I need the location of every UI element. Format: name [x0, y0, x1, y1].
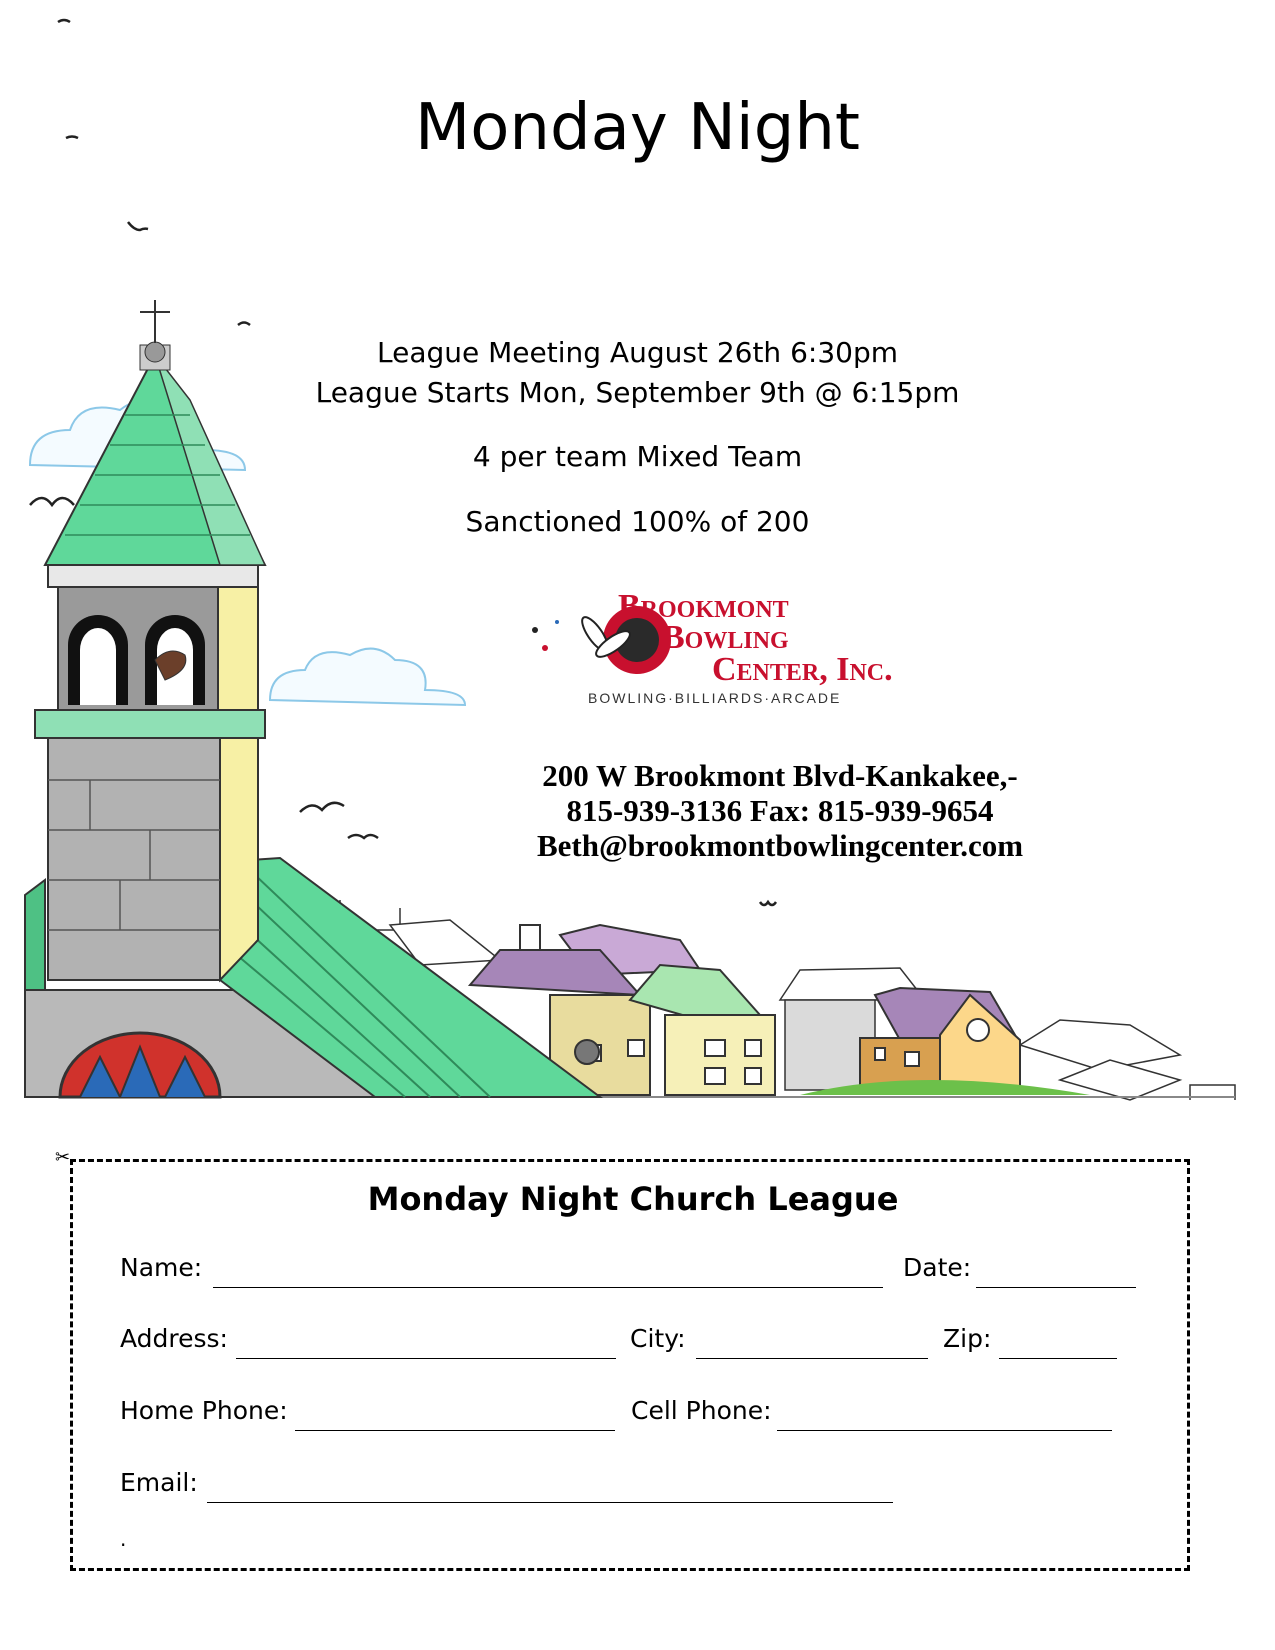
registration-form	[70, 1159, 1190, 1571]
scissors-icon: ✂	[55, 1147, 71, 1168]
zip-label: Zip:	[943, 1324, 992, 1353]
contact-email[interactable]: Beth@brookmontbowlingcenter.com	[536, 828, 1024, 863]
email-label: Email:	[120, 1468, 198, 1497]
league-meeting-text: League Meeting August 26th 6:30pm	[377, 336, 898, 369]
sanction-text: Sanctioned 100% of 200	[465, 505, 810, 538]
date-label: Date:	[903, 1253, 972, 1282]
brookmont-logo	[532, 588, 893, 706]
logo-line-3: Center, Inc.	[712, 651, 893, 688]
city-label: City:	[630, 1324, 686, 1353]
footer-mark: .	[120, 1527, 127, 1551]
league-start-text: League Starts Mon, September 9th @ 6:15pm	[315, 376, 960, 409]
name-label: Name:	[120, 1253, 203, 1282]
date-field[interactable]	[976, 1287, 1136, 1288]
logo-line-2: Bowling	[662, 619, 789, 656]
address-field[interactable]	[236, 1358, 616, 1359]
cell-phone-label: Cell Phone:	[631, 1396, 772, 1425]
name-field[interactable]	[213, 1287, 883, 1288]
logo-tagline: BOWLING·BILLIARDS·ARCADE	[588, 690, 842, 706]
logo-line-1: Brookmont	[618, 588, 789, 625]
home-phone-label: Home Phone:	[120, 1396, 288, 1425]
cell-phone-field[interactable]	[777, 1430, 1112, 1431]
contact-phone: 815-939-3136 Fax: 815-939-9654	[566, 793, 994, 828]
home-phone-field[interactable]	[295, 1430, 615, 1431]
page-title: Monday Night	[415, 91, 860, 165]
email-field[interactable]	[207, 1502, 893, 1503]
city-field[interactable]	[696, 1358, 928, 1359]
team-format-text: 4 per team Mixed Team	[472, 440, 803, 473]
form-title: Monday Night Church League	[367, 1180, 899, 1218]
contact-address: 200 W Brookmont Blvd-Kankakee,-	[542, 758, 1018, 793]
zip-field[interactable]	[999, 1358, 1117, 1359]
address-label: Address:	[120, 1324, 228, 1353]
